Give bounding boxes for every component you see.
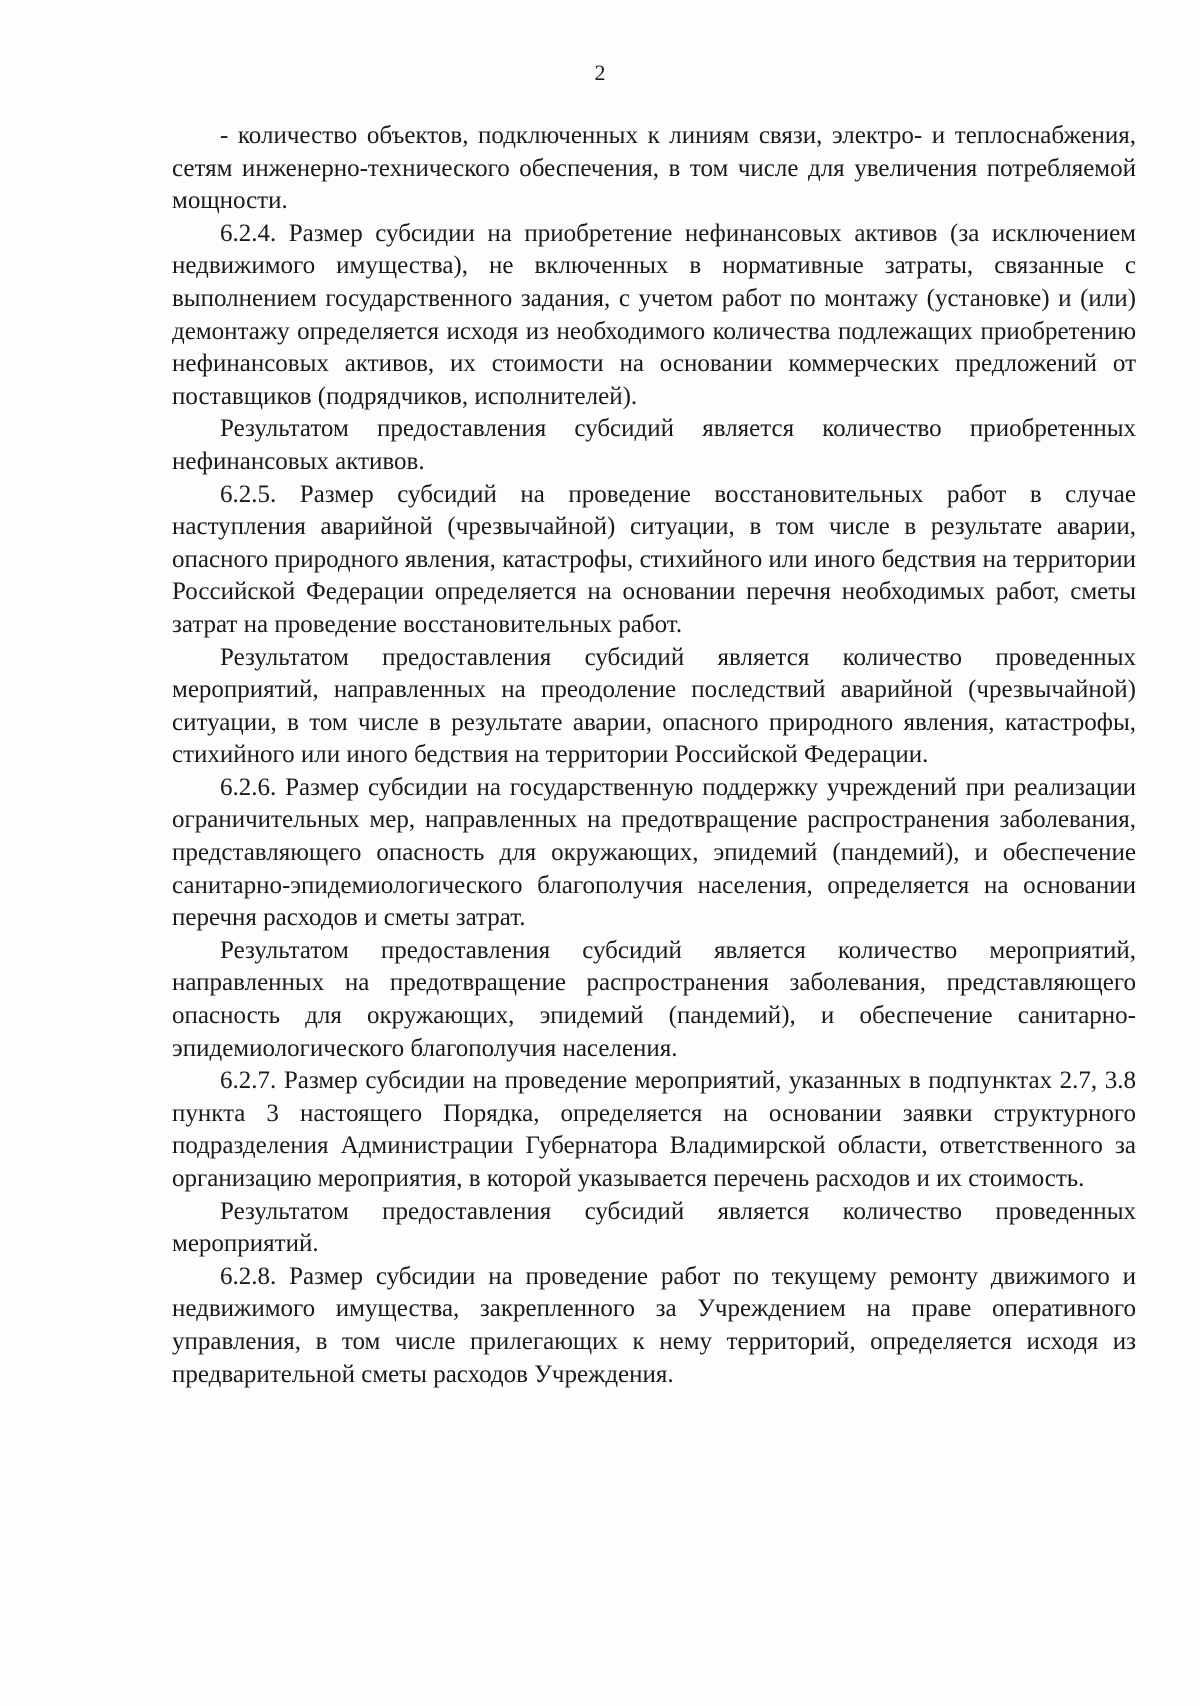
paragraph-6-2-4: 6.2.4. Размер субсидии на приобретение нефинансовых активов (за исключением недвижимого имущества), не включенных в нормативные затраты, связанные с выполнением государственного задания, с учетом работ по монтажу (установке) и (или) демонтажу определяется исходя из необходимого количества подлежащих приобретению нефинансовых активов, их стоимости на основании коммерческих предложений от поставщиков (подрядчиков, исполнителей). xyxy=(172,219,1136,410)
paragraph-result-emergency: Результатом предоставления субсидий является количество проведенных мероприятий, направленных на преодоление последствий аварийной (чрезвычайной) ситуации, в том числе в результате аварии, опасного природного явления, катастрофы, стихийного или иного бедствия на территории Российской Федерации. xyxy=(172,643,1136,769)
paragraph-result-epidemic: Результатом предоставления субсидий является количество мероприятий, направленных на предотвращение распространения заболевания, представляющего опасность для окружающих, эпидемий (пандемий), и обеспечение санитарно-эпидемиологического благополучия населения. xyxy=(172,936,1136,1062)
paragraph-objects-count: - количество объектов, подключенных к линиям связи, электро- и теплоснабжения, сетям инженерно-технического обеспечения, в том числе для увеличения потребляемой мощности. xyxy=(172,122,1136,215)
paragraph-result-assets: Результатом предоставления субсидий является количество приобретенных нефинансовых активов. xyxy=(172,415,1136,475)
page-number: 2 xyxy=(594,60,606,85)
paragraph-result-events: Результатом предоставления субсидий является количество проведенных мероприятий. xyxy=(172,1197,1136,1258)
paragraph-6-2-5: 6.2.5. Размер субсидий на проведение восстановительных работ в случае наступления аварийной (чрезвычайной) ситуации, в том числе в результате аварии, опасного природного явления, катастрофы, стихийного или иного бедствия на территории Российской Федерации определяется на основании перечня необходимых работ, сметы затрат на проведение восстановительных работ. xyxy=(172,480,1136,638)
paragraph-6-2-7: 6.2.7. Размер субсидии на проведение мероприятий, указанных в подпунктах 2.7, 3.8 пункта 3 настоящего Порядка, определяется на основании заявки структурного подразделения Администрации Губернатора Владимирской области, ответственного за организацию мероприятия, в которой указывается перечень расходов и их стоимость. xyxy=(172,1067,1136,1192)
paragraph-6-2-8: 6.2.8. Размер субсидии на проведение работ по текущему ремонту движимого и недвижимого имущества, закрепленного за Учреждением на праве оперативного управления, в том числе прилегающих к нему территорий, определяется исходя из предварительной сметы расходов Учреждения. xyxy=(172,1262,1136,1388)
document-body xyxy=(172,120,1136,1391)
paragraph-6-2-6: 6.2.6. Размер субсидии на государственную поддержку учреждений при реализации ограничительных мер, направленных на предотвращение распространения заболевания, представляющего опасность для окружающих, эпидемий (пандемий), и обеспечение санитарно-эпидемиологического благополучия населения, определяется на основании перечня расходов и сметы затрат. xyxy=(172,773,1136,932)
